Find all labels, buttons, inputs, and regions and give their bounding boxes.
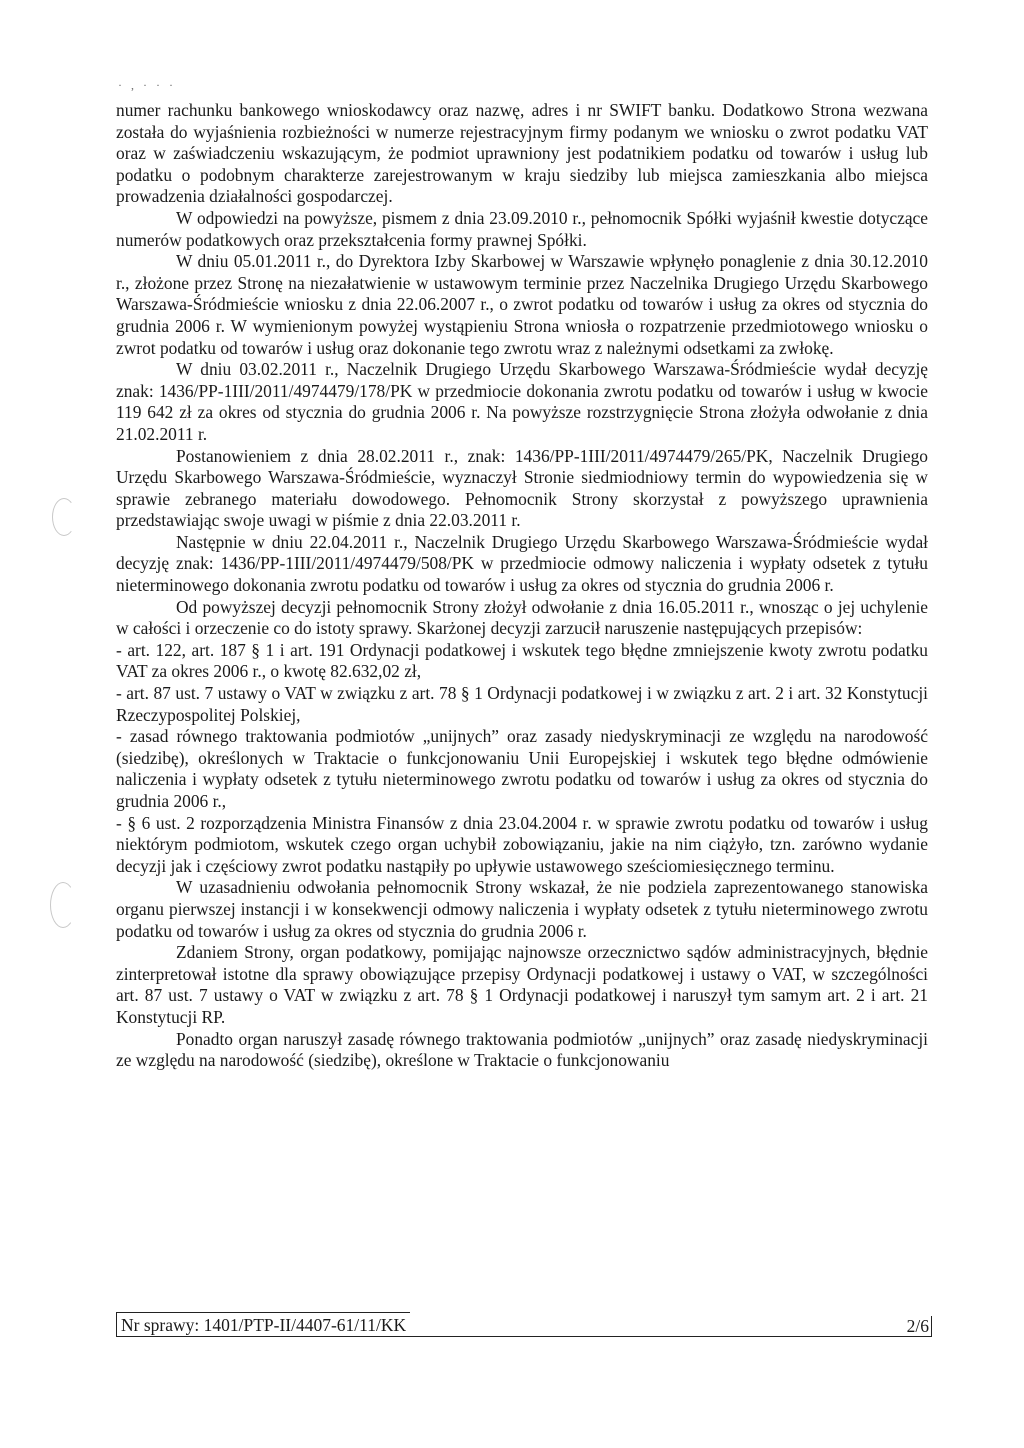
paragraph: Ponadto organ naruszył zasadę równego traktowania podmiotów „unijnych” oraz zasadę niedyskryminacji ze względu na narodowość (siedzibę), określone w Traktacie o funkcjonowaniu <box>116 1028 928 1071</box>
punch-hole-mark <box>52 498 76 536</box>
page-number: 2/6 <box>907 1316 932 1337</box>
paragraph: Postanowieniem z dnia 28.02.2011 r., znak: 1436/PP-1III/2011/4974479/265/PK, Naczelnik Drugiego Urzędu Skarbowego Warszawa-Śródmieście, wyznaczył Stronie siedmiodniowy termin do wypowiedzenia się w sprawie zebranego materiału dowodowego. Pełnomocnik Strony skorzystał z powyższego uprawnienia przedstawiając swoje uwagi w piśmie z dnia 22.03.2011 r. <box>116 445 928 531</box>
paragraph: W uzasadnieniu odwołania pełnomocnik Strony wskazał, że nie podziela zaprezentowanego stanowiska organu pierwszej instancji i w konsekwencji odmowy naliczenia i wypłaty odsetek z tytułu nieterminowego zwrotu podatku od towarów i usług za okres od stycznia do grudnia 2006 r. <box>116 877 928 941</box>
list-item: - zasad równego traktowania podmiotów „unijnych” oraz zasady niedyskryminacji ze względu na narodowość (siedzibę), określonych w Traktacie o funkcjonowaniu Unii Europejskiej i wskutek tego błędne odmówienie naliczenia i wypłaty odsetek z tytułu nieterminowego zwrotu podatku od towarów i usług za okres od stycznia do grudnia 2006 r., <box>116 726 928 811</box>
paragraph: Następnie w dniu 22.04.2011 r., Naczelnik Drugiego Urzędu Skarbowego Warszawa-Śródmieście wydał decyzję znak: 1436/PP-1III/2011/4974479/508/PK w przedmiocie odmowy naliczenia i wypłaty odsetek z tytułu nieterminowego dokonania zwrotu podatku od towarów i usług za okres od stycznia do grudnia 2006 r. <box>116 531 928 596</box>
scan-speck: · , · · · <box>118 78 176 92</box>
paragraph: W dniu 03.02.2011 r., Naczelnik Drugiego Urzędu Skarbowego Warszawa-Śródmieście wydał decyzję znak: 1436/PP-1III/2011/4974479/178/PK w przedmiocie dokonania zwrotu podatku od towarów i usług w kwocie 119 642 zł za okres od stycznia do grudnia 2006 r. Na powyższe rozstrzygnięcie Strona złożyła odwołanie z dnia 21.02.2011 r. <box>116 359 928 444</box>
paragraph: Zdaniem Strony, organ podatkowy, pomijając najnowsze orzecznictwo sądów administracyjnych, błędnie zinterpretował istotne dla sprawy obowiązujące przepisy Ordynacji podatkowej i ustawy o VAT, w szczególności art. 87 ust. 7 ustawy o VAT w związku z art. 78 § 1 Ordynacji podatkowej i naruszył tym samym art. 2 i art. 21 Konstytucji RP. <box>116 942 928 1027</box>
document-body <box>116 100 928 1072</box>
paragraph: Od powyższej decyzji pełnomocnik Strony złożył odwołanie z dnia 16.05.2011 r., wnosząc o jej uchylenie w całości i orzeczenie co do istoty sprawy. Skarżonej decyzji zarzucił naruszenie następujących przepisów: <box>116 596 928 639</box>
paragraph: numer rachunku bankowego wnioskodawcy oraz nazwę, adres i nr SWIFT banku. Dodatkowo Strona wezwana została do wyjaśnienia rozbieżności w numerze rejestracyjnym firmy podanym we wniosku o zwrot podatku VAT oraz w zaświadczeniu wskazującym, że podmiot uprawniony jest podatnikiem podatku od towarów i usług lub podatku o podobnym charakterze zarejestrowanym w kraju siedziby lub miejsca zamieszkania albo miejsca prowadzenia działalności gospodarczej. <box>116 100 928 207</box>
list-item: - art. 122, art. 187 § 1 i art. 191 Ordynacji podatkowej i wskutek tego błędne zmniejszenie kwoty zwrotu podatku VAT za okres 2006 r., o kwotę 82.632,02 zł, <box>116 639 928 682</box>
paragraph: W dniu 05.01.2011 r., do Dyrektora Izby Skarbowej w Warszawie wpłynęło ponaglenie z dnia 30.12.2010 r., złożone przez Stronę na niezałatwienie w ustawowym terminie przez Naczelnika Drugiego Urzędu Skarbowego Warszawa-Śródmieście wniosku z dnia 22.06.2007 r., o zwrot podatku od towarów i usług za okres od stycznia do grudnia 2006 r. W wymienionym powyżej wystąpieniu Strona wniosła o rozpatrzenie przedmiotowego wniosku o zwrot podatku od towarów i usług oraz dokonanie tego zwrotu wraz z należnymi odsetkami za zwłokę. <box>116 251 928 358</box>
paragraph: W odpowiedzi na powyższe, pismem z dnia 23.09.2010 r., pełnomocnik Spółki wyjaśnił kwestie dotyczące numerów podatkowych oraz przekształcenia formy prawnej Spółki. <box>116 207 928 250</box>
punch-hole-mark <box>50 882 76 928</box>
page-footer <box>116 1312 932 1338</box>
footer-rule <box>116 1336 932 1337</box>
list-item: - art. 87 ust. 7 ustawy o VAT w związku z art. 78 § 1 Ordynacji podatkowej i w związku z art. 2 i art. 32 Konstytucji Rzeczypospolitej Polskiej, <box>116 683 928 725</box>
list-item: - § 6 ust. 2 rozporządzenia Ministra Finansów z dnia 23.04.2004 r. w sprawie zwrotu podatku od towarów i usług niektórym podmiotom, wskutek czego organ uchybił zobowiązaniu, jakie na nim ciążyło, tzn. zarówno wydanie decyzji jak i częściowy zwrot podatku nastąpiły po upływie ustawowego sześciomiesięcznego terminu. <box>116 812 928 876</box>
case-number: Nr sprawy: 1401/PTP-II/4407-61/11/KK <box>116 1312 410 1336</box>
